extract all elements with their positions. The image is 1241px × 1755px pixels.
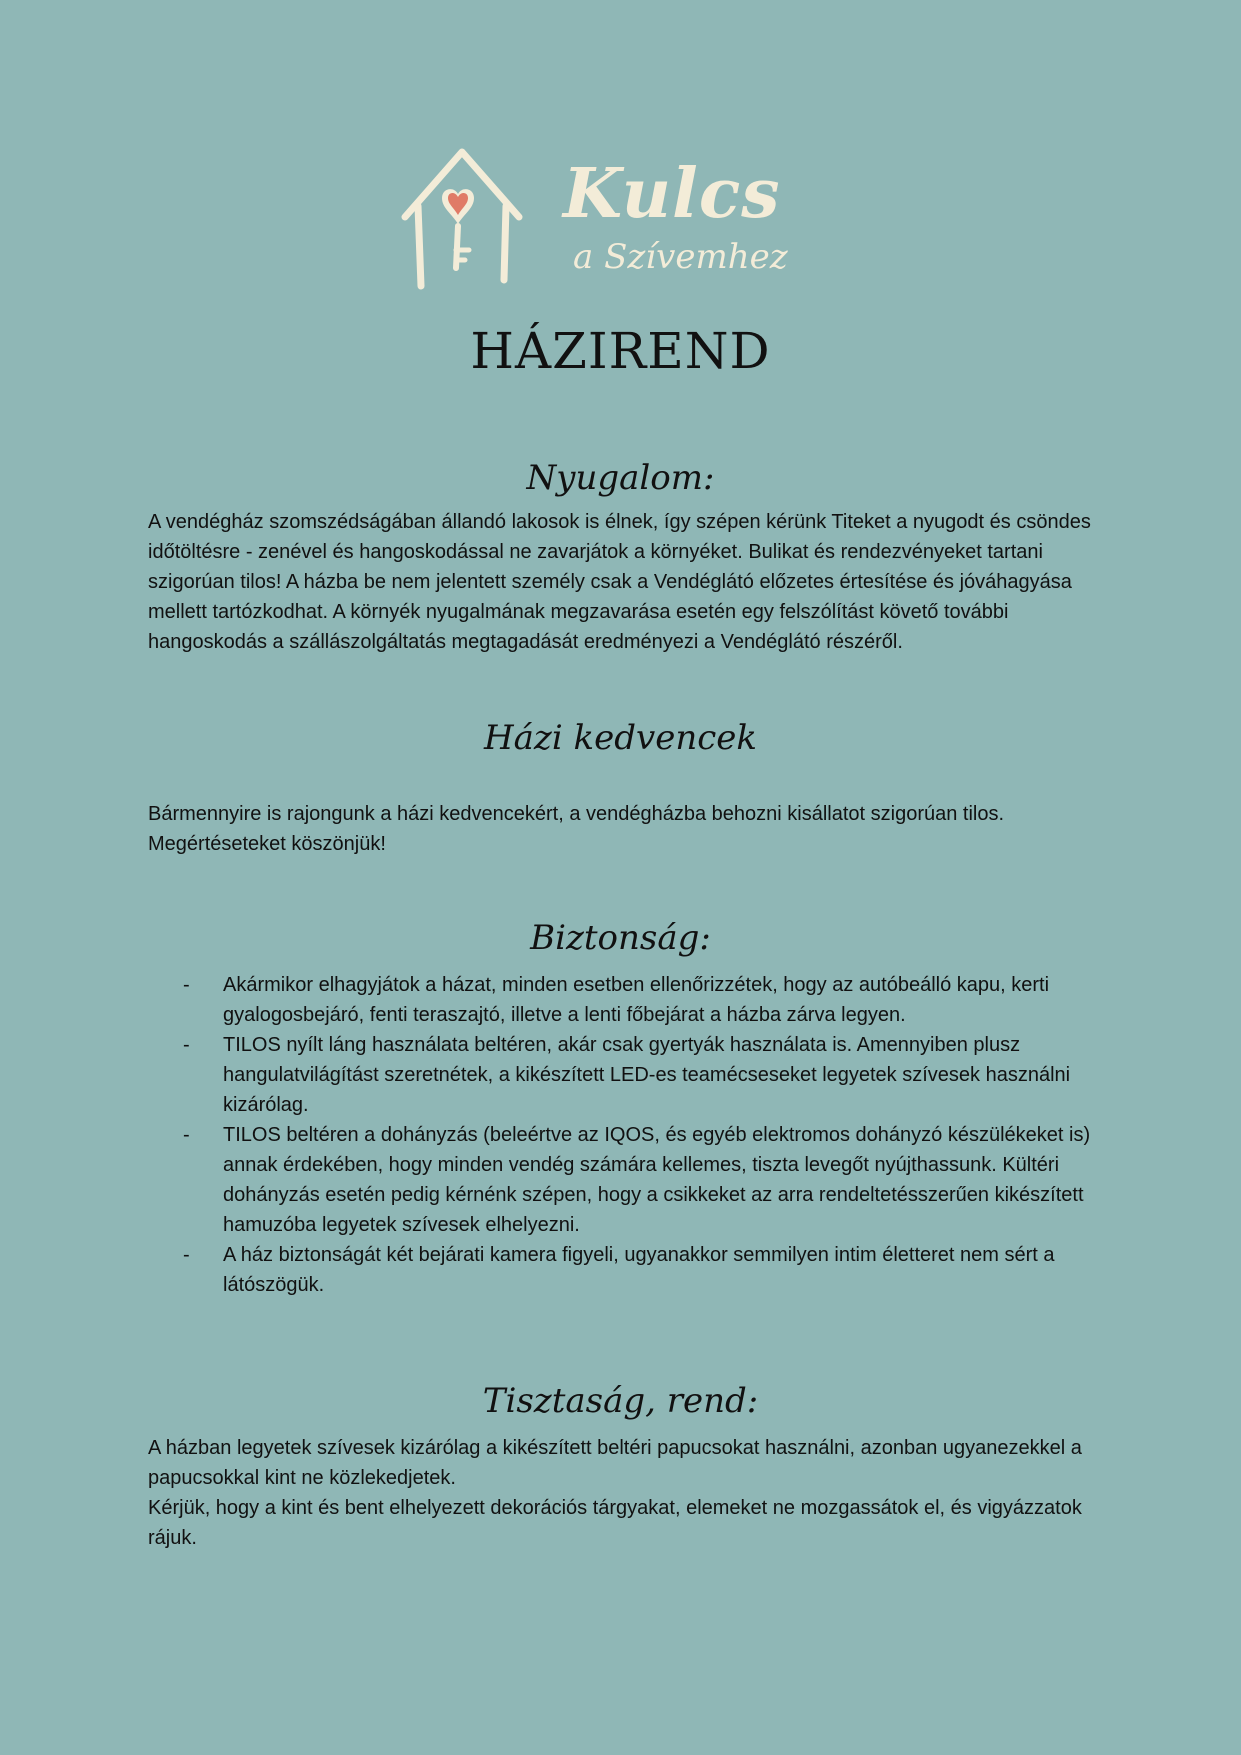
bullet-dash: - <box>183 1034 190 1056</box>
page-title: HÁZIREND <box>470 322 771 380</box>
list-item-text: TILOS nyílt láng használata beltéren, akár csak gyertyák használata is. Amennyiben plusz hangulatvilágítást szeretnétek, a kikészített LED-es teamécseseket legyetek szívesek használni kizárólag. <box>223 1034 1071 1116</box>
list-item-text: A ház biztonságát két bejárati kamera figyeli, ugyanakkor semmilyen intim életteret nem sért a látószögük. <box>223 1244 1055 1296</box>
bullet-dash: - <box>183 1124 190 1146</box>
pets-text: Bármennyire is rajongunk a házi kedvencekért, a vendégházba behozni kisállatot szigorúan tilos. Megértéseteket köszönjük! <box>148 803 1005 855</box>
list-item <box>148 970 1098 1030</box>
list-item <box>148 1240 1098 1300</box>
quiet-text: A vendégház szomszédságában állandó lakosok is élnek, így szépen kérünk Titeket a nyugodt és csöndes időtöltésre - zenével és hangoskodással ne zavarjátok a környéket. Bulikat és rendezvényeket tartani szigorúan tilos! A házba be nem jelentett személy csak a Vendéglátó előzetes értesítése és jóváhagyása mellett tartózkodhat. A környék nyugalmának megzavarása esetén egy felszólítást követő további hangoskodás a szállászolgáltatás megtagadását eredményezi a Vendéglátó részéről. <box>148 511 1091 653</box>
heading-safety: Biztonság: <box>530 918 711 958</box>
bullet-dash: - <box>183 974 190 996</box>
list-item <box>148 1030 1098 1120</box>
list-item-text: Akármikor elhagyjátok a házat, minden esetben ellenőrizzétek, hogy az autóbeálló kapu, kerti gyalogosbejáró, fenti teraszajtó, illetve a lenti főbejárat a házba zárva legyen. <box>223 974 1050 1026</box>
list-item <box>148 1120 1098 1240</box>
heading-pets: Házi kedvencek <box>484 718 757 758</box>
heading-cleanliness: Tisztaság, rend: <box>482 1381 759 1421</box>
cleanliness-text-1: A házban legyetek szívesek kizárólag a kikészített beltéri papucsokat használni, azonban ugyanezekkel a papucsokkal kint ne közlekedjetek. <box>148 1437 1082 1489</box>
cleanliness-text-2: Kérjük, hogy a kint és bent elhelyezett dekorációs tárgyakat, elemeket ne mozgassátok el, és vigyázzatok rájuk. <box>148 1497 1082 1549</box>
logo-subtitle: a Szívemhez <box>573 237 788 277</box>
safety-list <box>148 970 1098 1300</box>
list-item-text: TILOS beltéren a dohányzás (beleértve az IQOS, és egyéb elektromos dohányzó készülékeket is) annak érdekében, hogy minden vendég számára kellemes, tiszta levegőt nyújthassunk. Kültéri dohányzás esetén pedig kérnénk szépen, hogy a csikkeket az arra rendeltetésszerűen kikészített hamuzóba legyetek szívesek elhelyezni. <box>223 1124 1091 1236</box>
bullet-dash: - <box>183 1244 190 1266</box>
heading-quiet: Nyugalom: <box>526 458 715 498</box>
logo <box>395 140 815 300</box>
logo-word: Kulcs <box>563 154 781 234</box>
